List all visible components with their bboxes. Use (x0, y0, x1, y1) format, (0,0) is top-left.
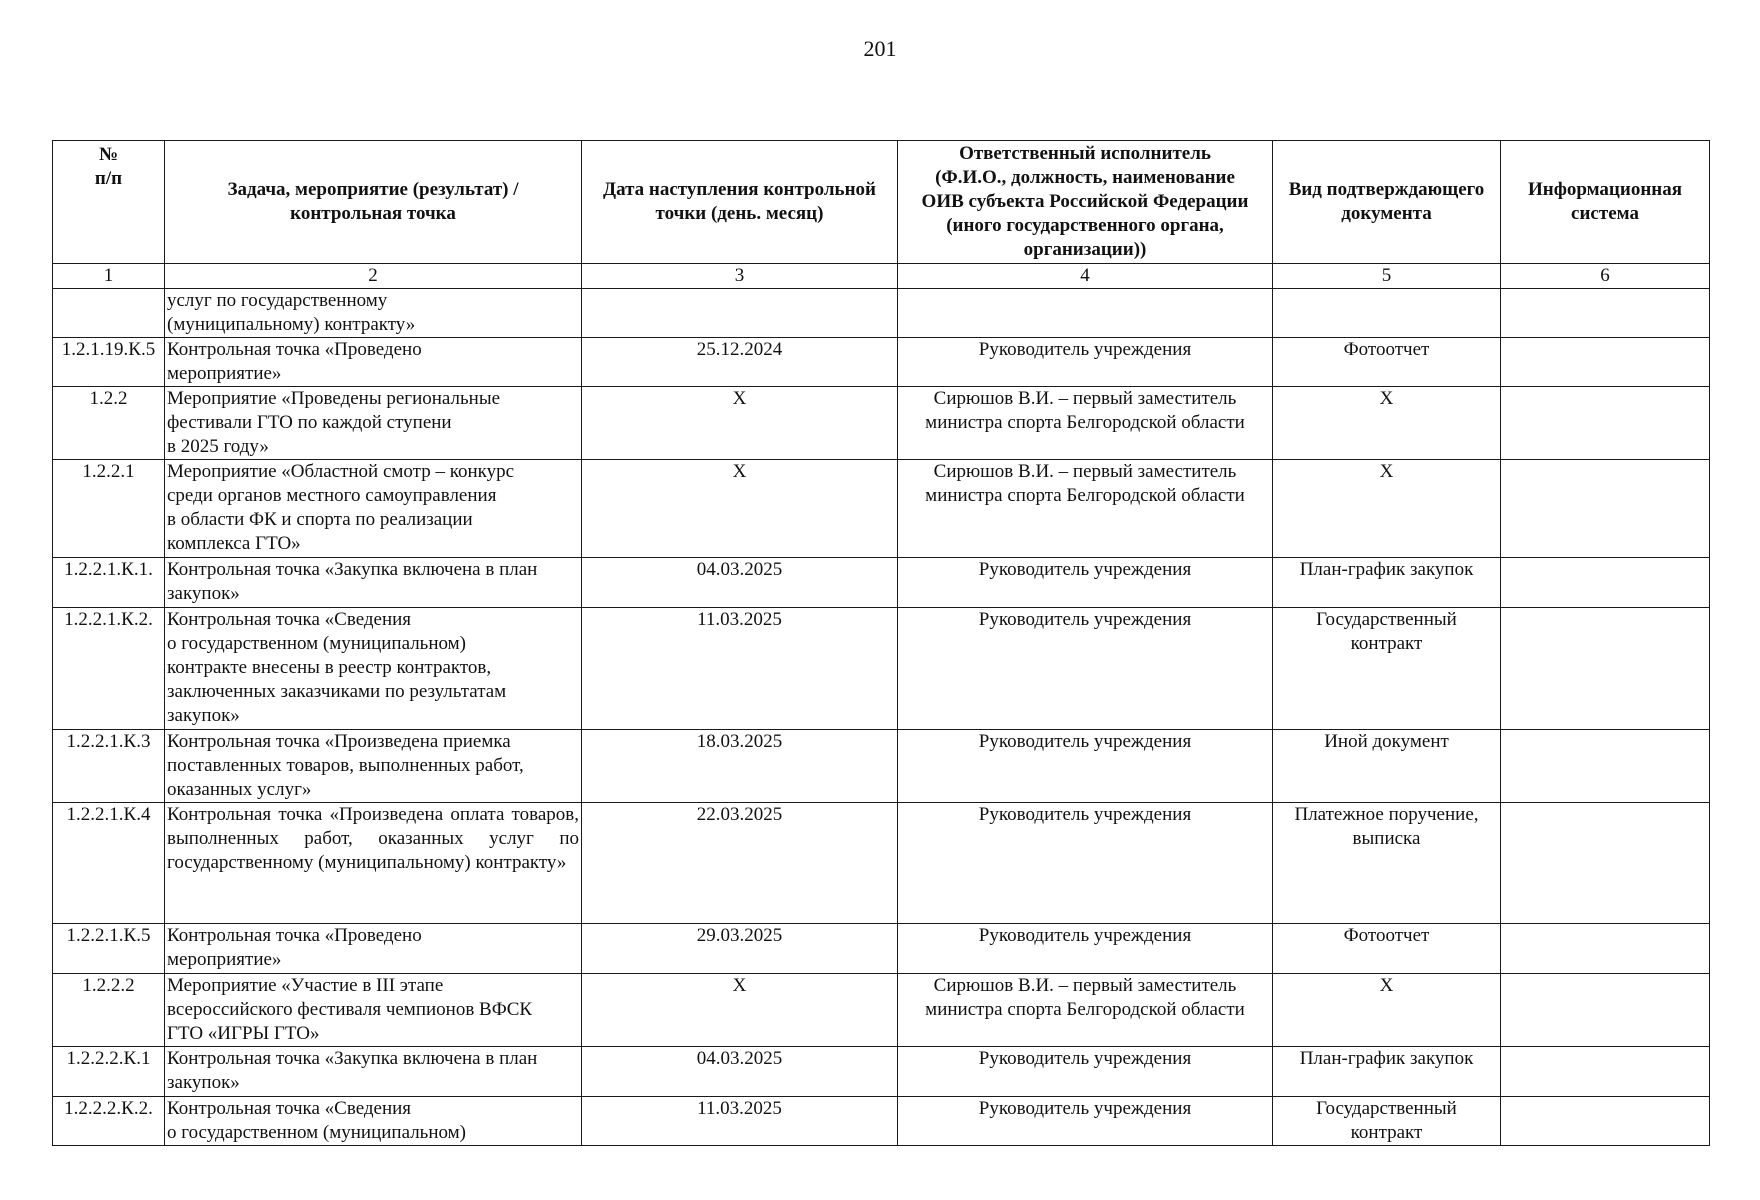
table-header-row (53, 141, 1710, 264)
row-number (53, 289, 165, 338)
row-responsible: Руководитель учреждения (898, 803, 1273, 924)
row-document: Х (1273, 387, 1501, 460)
table-row (53, 974, 1710, 1047)
row-responsible: Сирюшов В.И. – первый заместитель министра спорта Белгородской области (898, 387, 1273, 460)
row-document (1273, 289, 1501, 338)
table-row (53, 289, 1710, 338)
row-responsible (898, 289, 1273, 338)
row-document: План-график закупок (1273, 1047, 1501, 1097)
row-date: Х (582, 387, 898, 460)
row-date: 04.03.2025 (582, 558, 898, 608)
row-document: Фотоотчет (1273, 338, 1501, 387)
header-system: Информационная система (1501, 141, 1710, 264)
row-responsible: Руководитель учреждения (898, 730, 1273, 803)
header-responsible: Ответственный исполнитель (Ф.И.О., должность, наименование ОИВ субъекта Российской Федерации (иного государственного органа, организации)) (898, 141, 1273, 264)
table-row (53, 1047, 1710, 1097)
row-number: 1.2.2.1 (53, 460, 165, 558)
row-task: Контрольная точка «Проведено мероприятие» (165, 924, 582, 974)
row-number: 1.2.2.1.К.4 (53, 803, 165, 924)
row-document: Х (1273, 974, 1501, 1047)
row-document: Х (1273, 460, 1501, 558)
row-system (1501, 1047, 1710, 1097)
row-responsible: Руководитель учреждения (898, 924, 1273, 974)
row-date: 11.03.2025 (582, 1097, 898, 1146)
row-responsible: Сирюшов В.И. – первый заместитель министра спорта Белгородской области (898, 974, 1273, 1047)
row-date: 22.03.2025 (582, 803, 898, 924)
row-date: Х (582, 974, 898, 1047)
column-numbers-row (53, 264, 1710, 289)
column-number: 6 (1501, 264, 1710, 289)
control-points-table (52, 140, 1710, 1146)
row-system (1501, 730, 1710, 803)
row-document: План-график закупок (1273, 558, 1501, 608)
table-row (53, 387, 1710, 460)
header-number: № п/п (53, 141, 165, 264)
row-system (1501, 803, 1710, 924)
row-task: Мероприятие «Проведены региональные фестивали ГТО по каждой ступени в 2025 году» (165, 387, 582, 460)
row-task: Контрольная точка «Закупка включена в план закупок» (165, 1047, 582, 1097)
column-number: 1 (53, 264, 165, 289)
row-number: 1.2.2.1.К.2. (53, 608, 165, 730)
row-system (1501, 387, 1710, 460)
row-system (1501, 608, 1710, 730)
row-task: Контрольная точка «Проведено мероприятие» (165, 338, 582, 387)
row-system (1501, 289, 1710, 338)
row-number: 1.2.2.2.К.2. (53, 1097, 165, 1146)
row-number: 1.2.2.1.К.5 (53, 924, 165, 974)
row-number: 1.2.2.1.К.1. (53, 558, 165, 608)
table-row (53, 803, 1710, 924)
row-system (1501, 460, 1710, 558)
column-number: 3 (582, 264, 898, 289)
row-responsible: Руководитель учреждения (898, 1097, 1273, 1146)
row-responsible: Руководитель учреждения (898, 1047, 1273, 1097)
row-task: Контрольная точка «Сведения о государственном (муниципальном) контракте внесены в реестр контрактов, заключенных заказчиками по результатам закупок» (165, 608, 582, 730)
column-number: 2 (165, 264, 582, 289)
row-task: Контрольная точка «Закупка включена в план закупок» (165, 558, 582, 608)
row-task: Мероприятие «Участие в III этапе всероссийского фестиваля чемпионов ВФСК ГТО «ИГРЫ ГТО» (165, 974, 582, 1047)
row-date: 18.03.2025 (582, 730, 898, 803)
table-row (53, 730, 1710, 803)
column-number: 4 (898, 264, 1273, 289)
row-date: 04.03.2025 (582, 1047, 898, 1097)
page-number: 201 (863, 36, 897, 61)
table-row (53, 1097, 1710, 1146)
row-number: 1.2.2.2.К.1 (53, 1047, 165, 1097)
row-task: Контрольная точка «Произведена приемка поставленных товаров, выполненных работ, оказанных услуг» (165, 730, 582, 803)
row-document: Фотоотчет (1273, 924, 1501, 974)
row-task: Мероприятие «Областной смотр – конкурс среди органов местного самоуправления в области ФК и спорта по реализации комплекса ГТО» (165, 460, 582, 558)
row-system (1501, 974, 1710, 1047)
table-row (53, 608, 1710, 730)
header-task: Задача, мероприятие (результат) / контрольная точка (165, 141, 582, 264)
row-document: Государственный контракт (1273, 608, 1501, 730)
table-row (53, 924, 1710, 974)
header-document: Вид подтверждающего документа (1273, 141, 1501, 264)
row-task: услуг по государственному (муниципальному) контракту» (165, 289, 582, 338)
table-row (53, 558, 1710, 608)
row-document: Иной документ (1273, 730, 1501, 803)
row-number: 1.2.2.1.К.3 (53, 730, 165, 803)
row-system (1501, 558, 1710, 608)
table-row (53, 460, 1710, 558)
header-date: Дата наступления контрольной точки (день. месяц) (582, 141, 898, 264)
row-responsible: Руководитель учреждения (898, 558, 1273, 608)
row-date (582, 289, 898, 338)
row-document: Государственный контракт (1273, 1097, 1501, 1146)
row-task: Контрольная точка «Произведена оплата товаров, выполненных работ, оказанных услуг по государственному (муниципальному) контракту» (165, 803, 582, 924)
row-date: 29.03.2025 (582, 924, 898, 974)
column-number: 5 (1273, 264, 1501, 289)
row-responsible: Сирюшов В.И. – первый заместитель министра спорта Белгородской области (898, 460, 1273, 558)
row-date: 25.12.2024 (582, 338, 898, 387)
row-date: Х (582, 460, 898, 558)
table-row (53, 338, 1710, 387)
row-system (1501, 1097, 1710, 1146)
row-task: Контрольная точка «Сведения о государственном (муниципальном) (165, 1097, 582, 1146)
row-number: 1.2.2 (53, 387, 165, 460)
row-system (1501, 338, 1710, 387)
row-system (1501, 924, 1710, 974)
row-responsible: Руководитель учреждения (898, 608, 1273, 730)
row-number: 1.2.1.19.К.5 (53, 338, 165, 387)
row-date: 11.03.2025 (582, 608, 898, 730)
row-responsible: Руководитель учреждения (898, 338, 1273, 387)
row-number: 1.2.2.2 (53, 974, 165, 1047)
row-document: Платежное поручение, выписка (1273, 803, 1501, 924)
